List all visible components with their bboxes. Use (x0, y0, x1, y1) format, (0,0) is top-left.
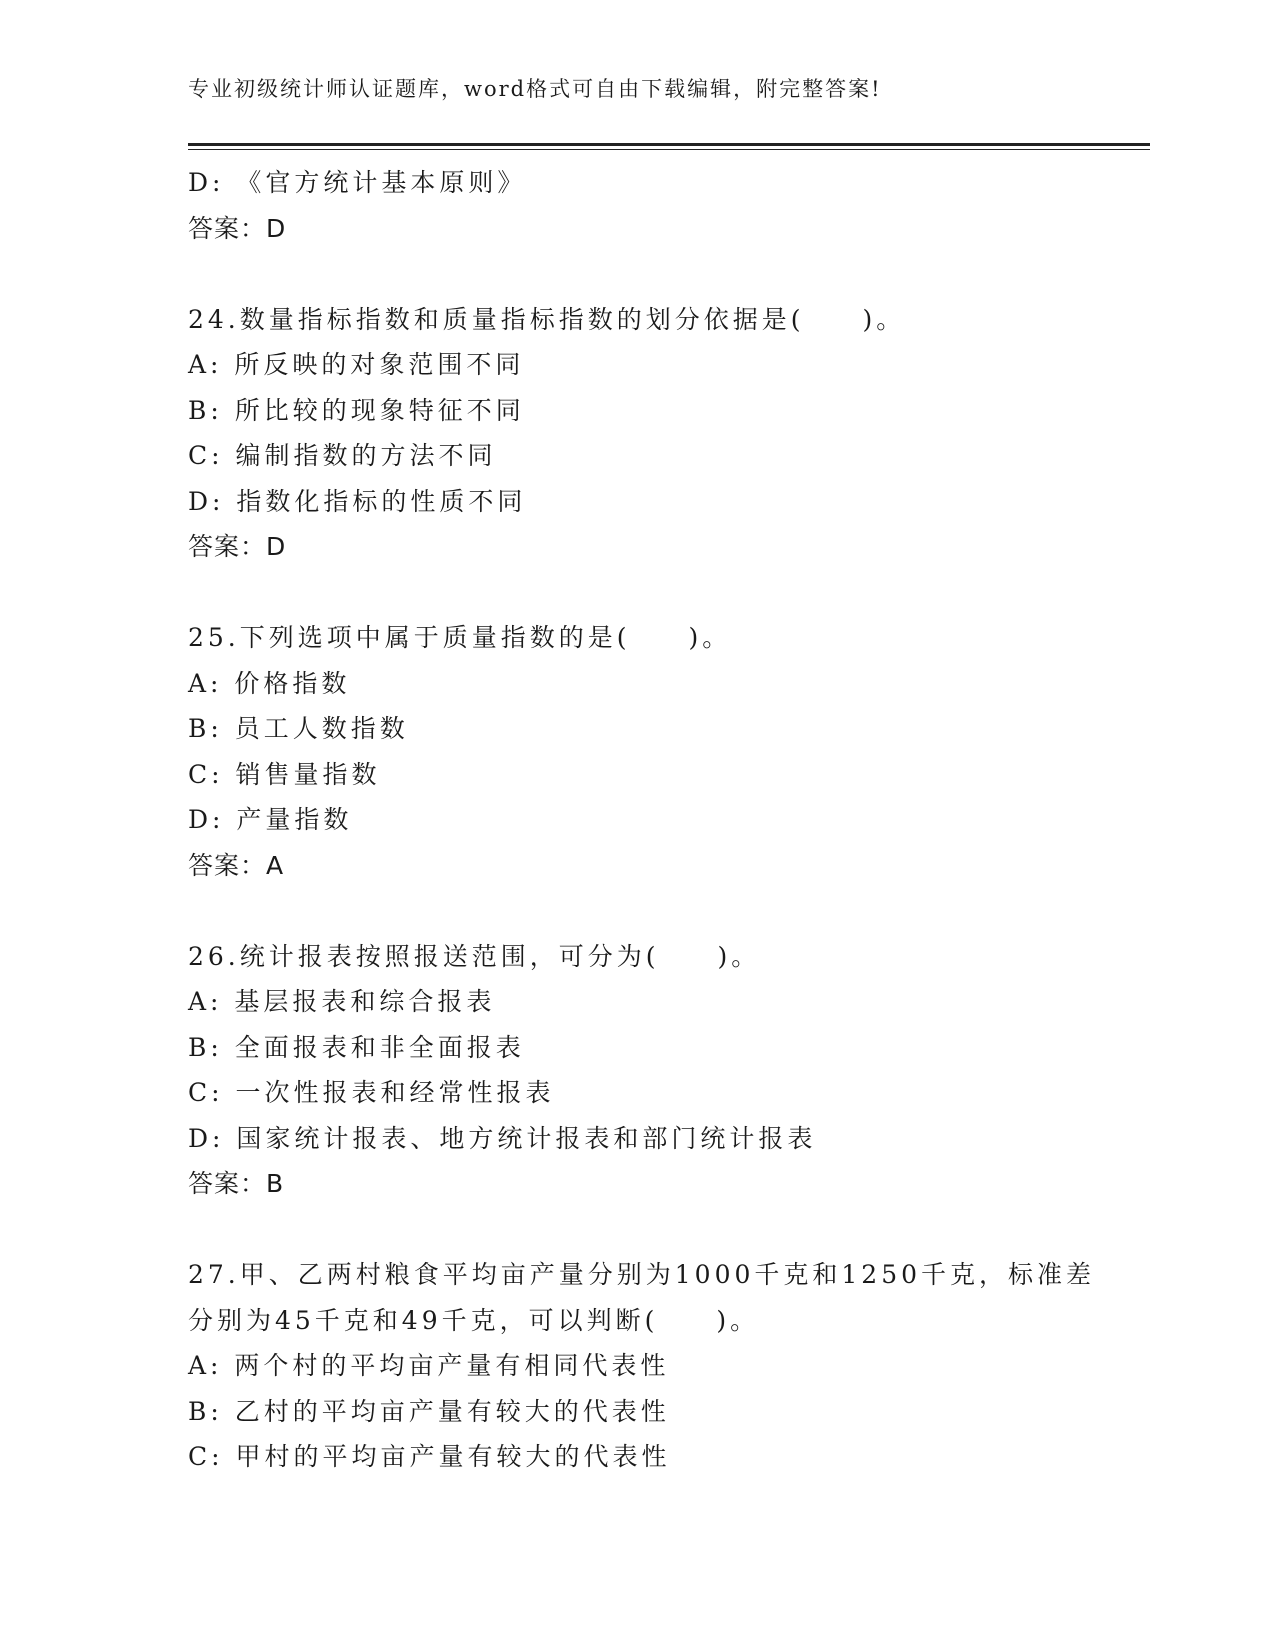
question-stem: 26.统计报表按照报送范围，可分为( )。 (188, 941, 761, 971)
question-26 (188, 934, 1150, 1207)
spacer (188, 888, 1150, 934)
option-b: B: 所比较的现象特征不同 (188, 395, 525, 425)
question-stem: 25.下列选项中属于质量指数的是( )。 (188, 623, 732, 652)
document-body (188, 160, 1150, 1480)
question-23-tail (188, 160, 1150, 251)
option-c: C: 销售量指数 (188, 759, 381, 789)
option-a: A: 价格指数 (188, 668, 351, 698)
question-25 (188, 615, 1150, 888)
spacer (188, 570, 1150, 616)
answer-line: 答案：D (188, 532, 287, 561)
option-c: C: 编制指数的方法不同 (188, 441, 497, 470)
answer-line: 答案：B (188, 1169, 285, 1198)
option-b: B: 员工人数指数 (188, 714, 409, 743)
page-header: 专业初级统计师认证题库，word格式可自由下载编辑，附完整答案! (188, 77, 882, 101)
question-stem: 24.数量指标指数和质量指标指数的划分依据是( )。 (188, 304, 906, 334)
header-rule-thin (188, 149, 1150, 150)
question-stem-line-2: 分别为45千克和49千克，可以判断( )。 (188, 1305, 760, 1335)
option-a: A: 基层报表和综合报表 (188, 987, 496, 1016)
option-b: B: 乙村的平均亩产量有较大的代表性 (188, 1396, 670, 1426)
question-24 (188, 297, 1150, 570)
option-d: D: 指数化指标的性质不同 (188, 486, 527, 516)
option-c: C: 甲村的平均亩产量有较大的代表性 (188, 1442, 671, 1471)
option-d: D: 产量指数 (188, 805, 353, 834)
option-d: D: 《官方统计基本原则》 (188, 168, 527, 197)
answer-line: 答案：D (188, 213, 287, 243)
answer-line: 答案：A (188, 850, 285, 880)
option-a: A: 两个村的平均亩产量有相同代表性 (188, 1351, 670, 1380)
question-27 (188, 1252, 1150, 1480)
header-rule-thick (188, 143, 1150, 146)
option-c: C: 一次性报表和经常性报表 (188, 1078, 555, 1107)
option-d: D: 国家统计报表、地方统计报表和部门统计报表 (188, 1123, 817, 1153)
option-b: B: 全面报表和非全面报表 (188, 1032, 525, 1062)
spacer (188, 251, 1150, 297)
question-stem-line-1: 27.甲、乙两村粮食平均亩产量分别为1000千克和1250千克，标准差 (188, 1260, 1096, 1289)
option-a: A: 所反映的对象范围不同 (188, 350, 525, 379)
spacer (188, 1207, 1150, 1253)
